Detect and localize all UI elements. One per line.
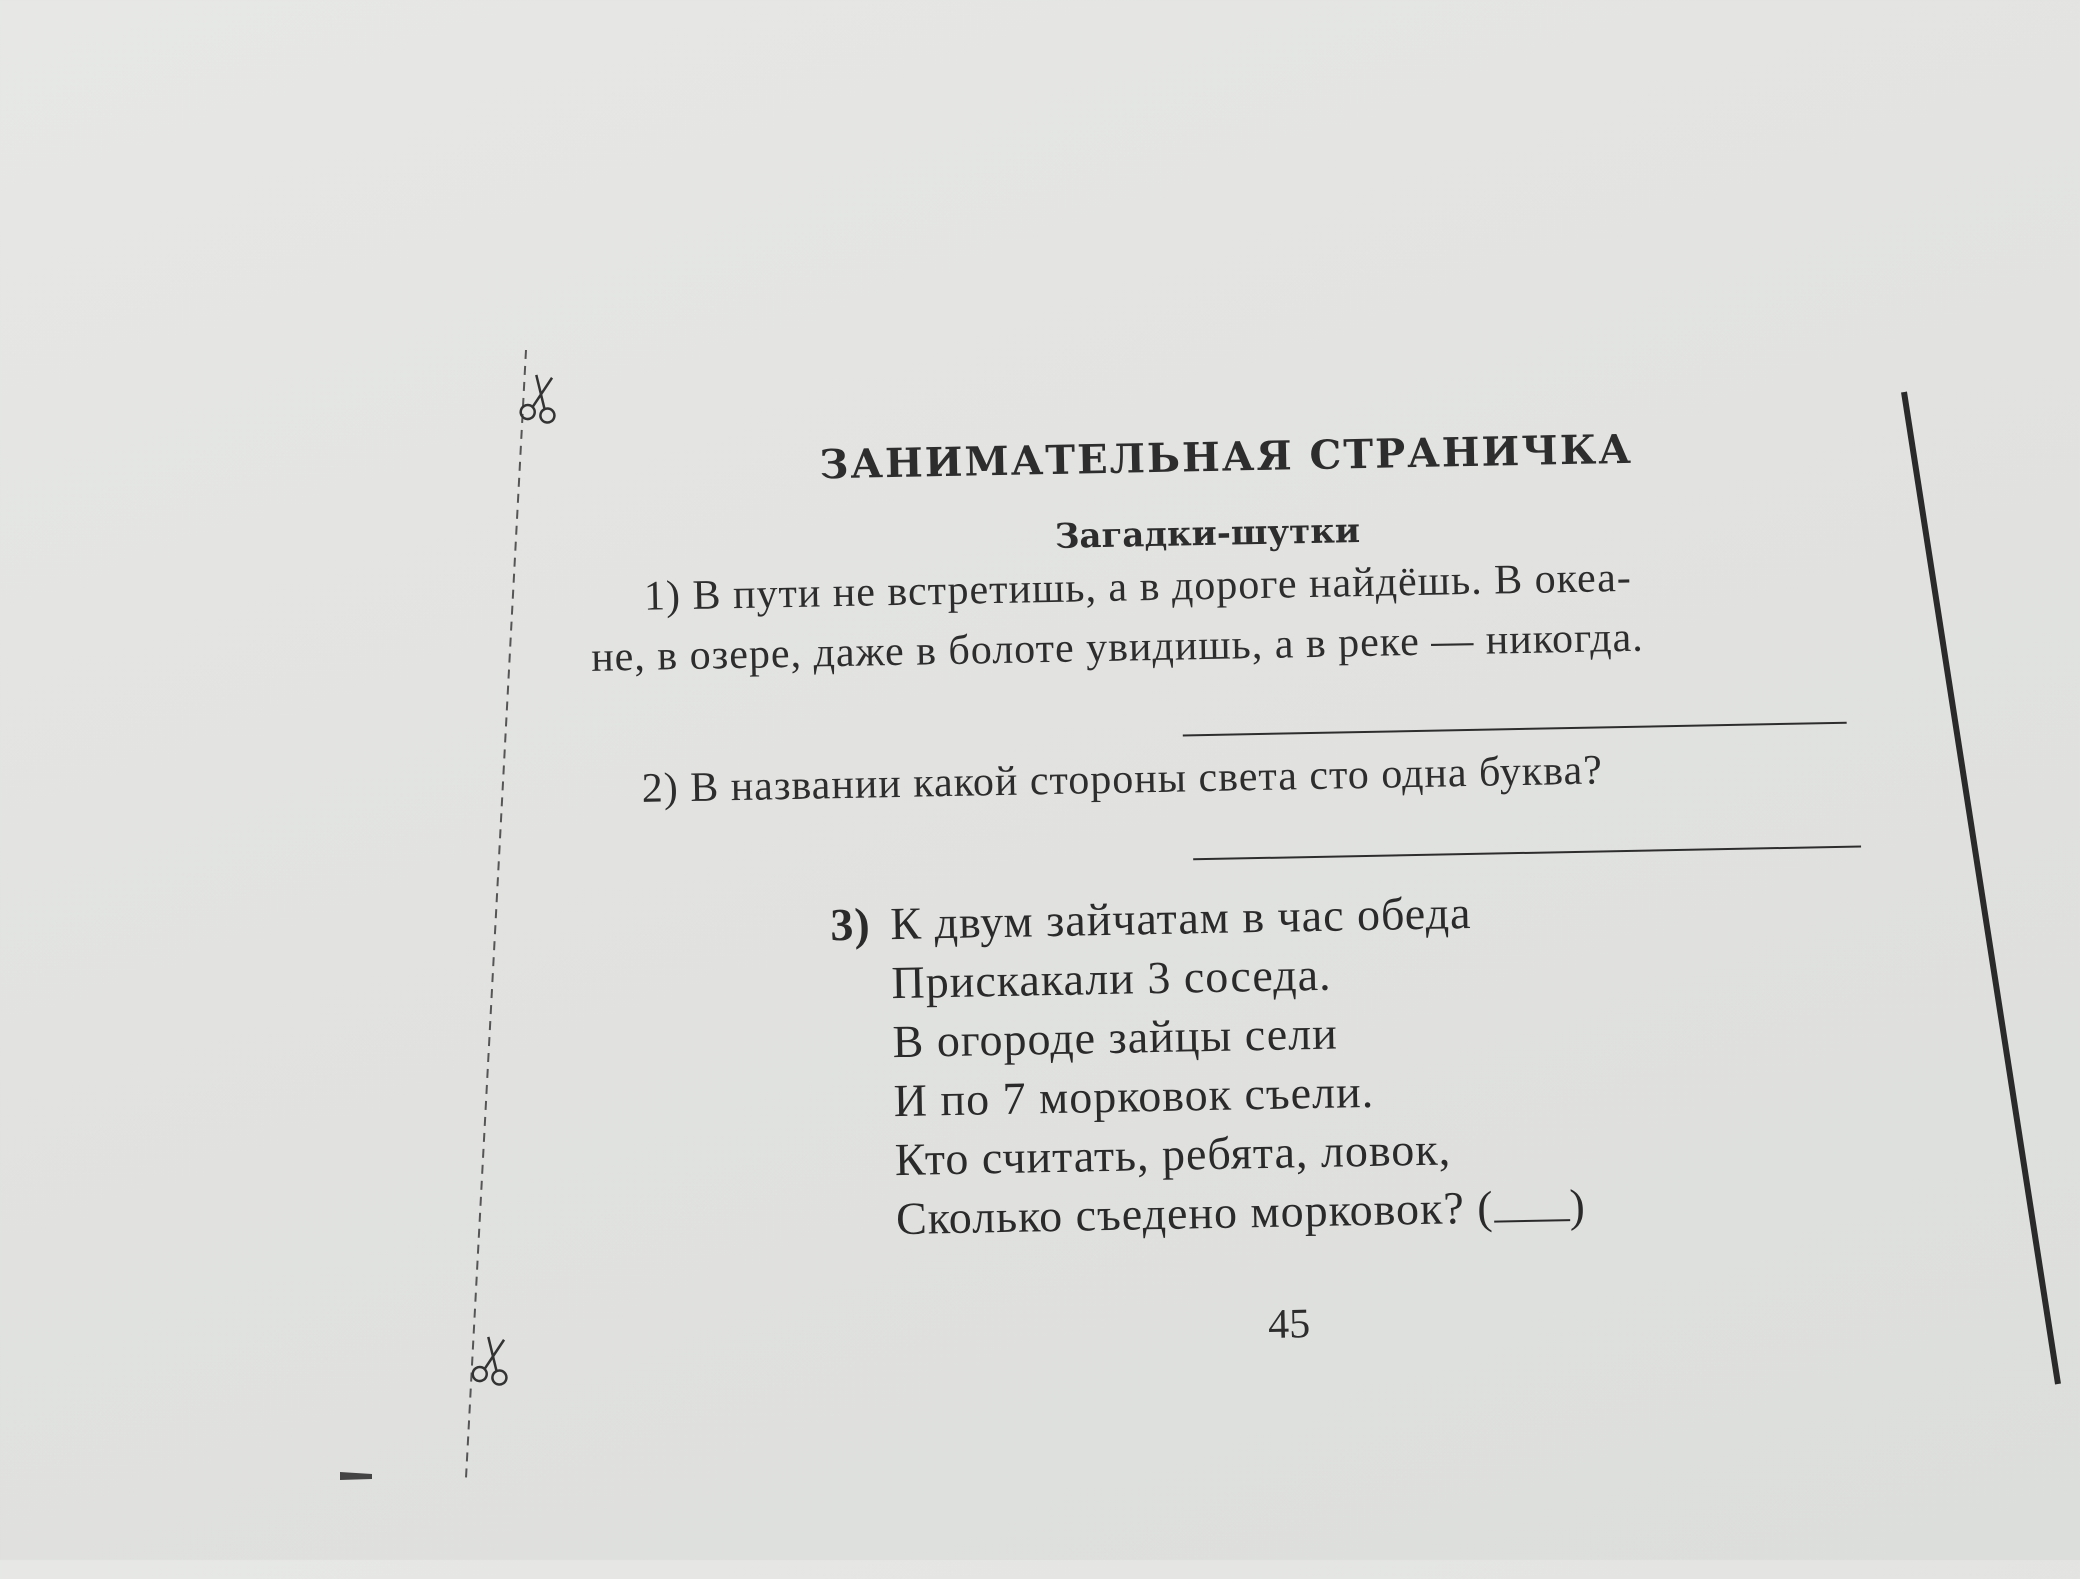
poem-line-last <box>895 1176 1586 1248</box>
page-number: 45 <box>1267 1301 1311 1348</box>
poem-line: Прискакали 3 соседа. <box>890 948 1332 1009</box>
page-subtitle: Загадки-шутки <box>1054 511 1361 557</box>
poem-line: Кто считать, ребята, ловок, <box>894 1123 1452 1186</box>
riddle-1-line-2: не, в озере, даже в болоте увидишь, а в реке — никогда. <box>590 614 1645 681</box>
poem-line: И по 7 морковок съели. <box>893 1065 1375 1127</box>
riddle-2-line-1: 2) В названии какой стороны света сто одна буква? <box>641 747 1604 812</box>
page-title: ЗАНИМАТЕЛЬНАЯ СТРАНИЧКА <box>819 425 1634 489</box>
answer-line-1[interactable] <box>1183 722 1847 737</box>
poem-line: Сколько съедено морковок? ( <box>895 1181 1495 1245</box>
riddle-1-line-1: 1) В пути не встретишь, а в дороге найдёшь. В океа- <box>643 554 1633 620</box>
riddle-3-number: 3) <box>829 898 872 951</box>
closing-paren: ) <box>1569 1179 1587 1232</box>
answer-line-2[interactable] <box>1193 845 1861 860</box>
answer-blank[interactable] <box>1493 1183 1570 1222</box>
poem-line: В огороде зайцы сели <box>892 1007 1339 1068</box>
poem-line: К двум зайчатам в час обеда <box>889 886 1472 950</box>
poem-lines <box>890 881 1587 1248</box>
